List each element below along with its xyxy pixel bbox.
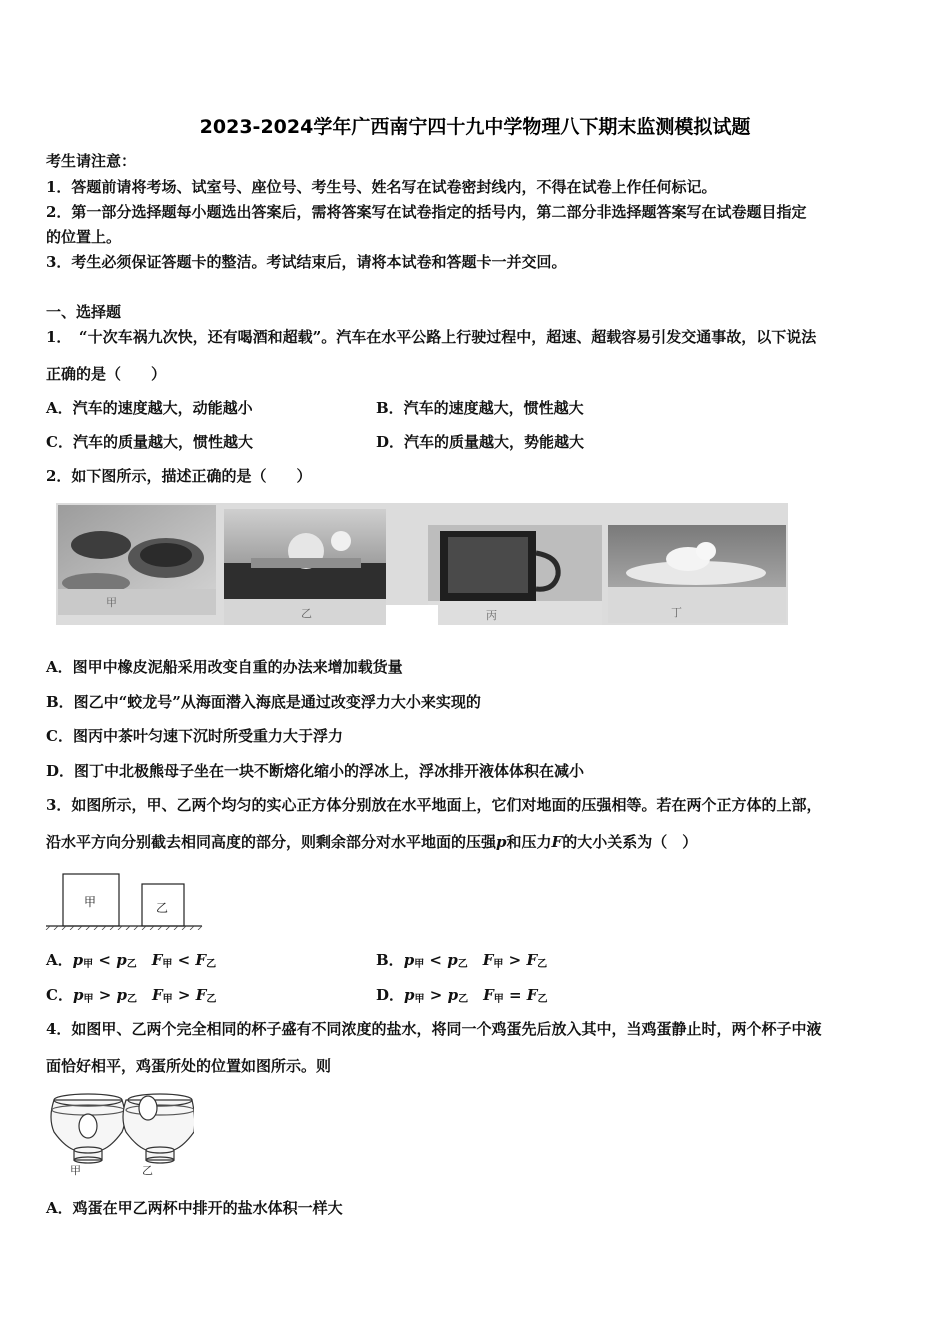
q3-cubes-figure [44, 870, 204, 930]
q3-option-d: D．$p_甲 > p_乙$ $F_甲 = F_乙$ [376, 986, 548, 1005]
photo-label-jia: 甲 [106, 596, 117, 609]
q2-stem: 2．如下图所示，描述正确的是（ ） [46, 467, 312, 485]
q4-cups-figure [44, 1088, 194, 1178]
photo-label-bing: 丙 [486, 609, 497, 622]
q2-option-c: C．图丙中茶叶匀速下沉时所受重力大于浮力 [46, 727, 343, 745]
q2-option-a: A．图甲中橡皮泥船采用改变自重的办法来增加载货量 [46, 658, 403, 676]
q3-stem-line1: 3．如图所示，甲、乙两个均匀的实心正方体分别放在水平地面上，它们对地面的压强相等。若在两个正方体的上部， [46, 796, 822, 814]
photo-ding [608, 525, 786, 623]
notice-item-2-line2: 的位置上。 [46, 228, 122, 246]
cup-label-yi: 乙 [142, 1164, 153, 1177]
q1-option-d: D．汽车的质量越大，势能越大 [376, 433, 585, 451]
q4-option-a: A．鸡蛋在甲乙两杯中排开的盐水体积一样大 [46, 1199, 343, 1217]
q1-option-c: C．汽车的质量越大，惯性越大 [46, 433, 253, 451]
cup-yi [123, 1094, 194, 1163]
section-heading: 一、选择题 [46, 303, 122, 321]
photo-jia [58, 505, 216, 615]
page-title: 2023-2024学年广西南宁四十九中学物理八下期末监测模拟试题 [199, 116, 751, 138]
cube-label-jia: 甲 [84, 895, 97, 909]
q2-photo-strip [56, 503, 788, 625]
cup-label-jia: 甲 [70, 1164, 81, 1177]
q1-option-a: A．汽车的速度越大，动能越小 [46, 399, 253, 417]
q1-option-b: B．汽车的速度越大，惯性越大 [376, 399, 584, 417]
q1-stem-line2: 正确的是（ ） [46, 365, 167, 383]
q4-stem-line2: 面恰好相平，鸡蛋所处的位置如图所示。则 [46, 1057, 332, 1075]
cup-jia [51, 1094, 125, 1163]
q2-option-d: D．图丁中北极熊母子坐在一块不断熔化缩小的浮冰上，浮冰排开液体体积在减小 [46, 762, 585, 780]
photo-label-ding: 丁 [671, 606, 682, 619]
q3-option-a: A．$p_甲 < p_乙$ $F_甲 < F_乙$ [46, 951, 217, 970]
q1-stem-line1: 1． “十次车祸九次快，还有喝酒和超载”。汽车在水平公路上行驶过程中，超速、超载容易引发交通事故，以下说法 [46, 328, 817, 346]
notice-item-3: 3．考生必须保证答题卡的整洁。考试结束后，请将本试卷和答题卡一并交回。 [46, 253, 567, 271]
q3-option-b: B．$p_甲 < p_乙$ $F_甲 > F_乙$ [376, 951, 548, 970]
q4-stem-line1: 4．如图甲、乙两个完全相同的杯子盛有不同浓度的盐水，将同一个鸡蛋先后放入其中，当鸡蛋静止时，两个杯子中液 [46, 1020, 822, 1038]
photo-label-yi: 乙 [301, 607, 312, 620]
notice-item-1: 1．答题前请将考场、试室号、座位号、考生号、姓名写在试卷密封线内，不得在试卷上作任何标记。 [46, 178, 717, 196]
cube-label-yi: 乙 [156, 901, 169, 915]
notice-item-2-line1: 2．第一部分选择题每小题选出答案后，需将答案写在试卷指定的括号内，第二部分非选择题答案写在试卷题目指定 [46, 203, 807, 221]
q3-stem-line2: 沿水平方向分别截去相同高度的部分，则剩余部分对水平地面的压强p和压力F的大小关系为（ ） [46, 833, 698, 851]
q3-option-c: C．$p_甲 > p_乙$ $F_甲 > F_乙$ [46, 986, 217, 1005]
q2-option-b: B．图乙中“蛟龙号”从海面潜入海底是通过改变浮力大小来实现的 [46, 693, 481, 711]
notice-heading: 考生请注意： [46, 152, 137, 170]
